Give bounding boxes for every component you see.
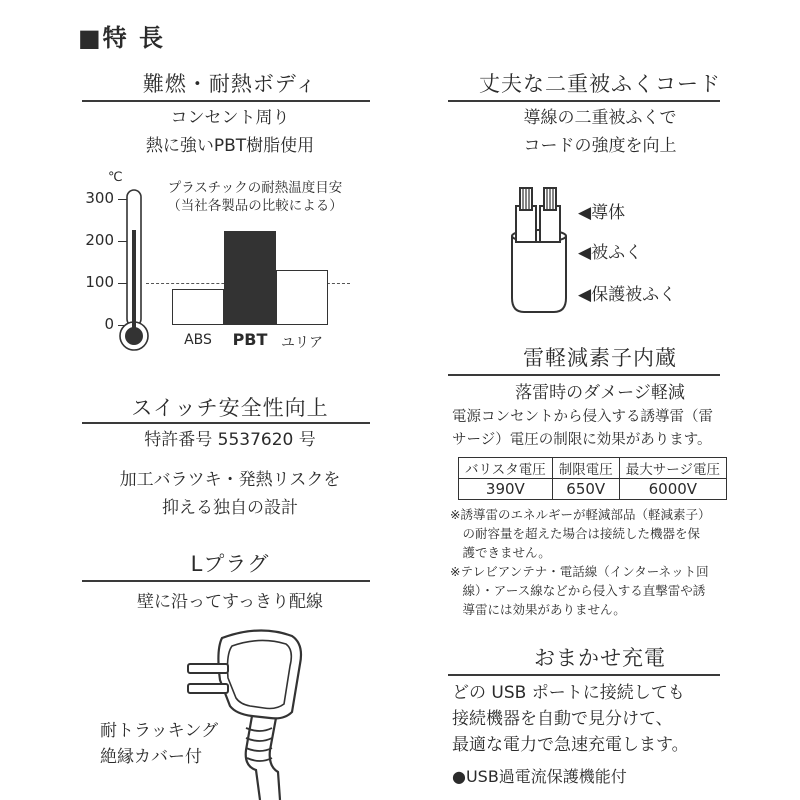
- table-cell: 650V: [552, 479, 619, 500]
- cord-label-conductor: ◀導体: [578, 203, 626, 223]
- surge-note-line: 護できません。: [450, 545, 551, 560]
- table-header-cell: バリスタ電圧: [459, 458, 553, 479]
- switch-line-2: 抑える独自の設計: [162, 498, 298, 518]
- table-row: [459, 479, 727, 500]
- surge-line-2: サージ）電圧の制限に効果があります。: [452, 432, 712, 448]
- usb-protection-feature: ●USB過電流保護機能付: [452, 767, 627, 786]
- surge-notes: [450, 505, 710, 619]
- cord-label-sheath: ◀保護被ふく: [578, 285, 677, 305]
- chart-category-label: ABS: [184, 332, 212, 348]
- charge-line-2: 接続機器を自動で見分けて、: [452, 709, 673, 729]
- chart-y-tick-label: 100: [85, 273, 114, 291]
- switch-divider: [82, 422, 370, 424]
- surge-description: [452, 406, 713, 452]
- table-header-row: [459, 458, 727, 479]
- charge-divider: [448, 674, 720, 676]
- surge-note-line: 導雷には効果がありません。: [450, 602, 626, 617]
- surge-line-1: 電源コンセントから侵入する誘導雷（雷: [452, 409, 713, 425]
- surge-note-line: ※テレビアンテナ・電話線（インターネット回: [450, 564, 709, 579]
- page-title: ■特 長: [78, 24, 166, 52]
- table-cell: 6000V: [619, 479, 726, 500]
- switch-line-1: 加工バラツキ・発熱リスクを: [119, 470, 341, 490]
- surge-note-line: の耐容量を超えた場合は接続した機器を保: [450, 526, 701, 541]
- chart-bar-pbt: [224, 231, 276, 326]
- charge-description: [452, 680, 689, 758]
- plug-heading: Lプラグ: [190, 552, 270, 576]
- cord-description: [440, 104, 760, 160]
- chart-bar-abs: [172, 289, 224, 325]
- surge-spec-table: [458, 457, 727, 500]
- chart-y-tick-label: 0: [104, 315, 114, 333]
- switch-heading: スイッチ安全性向上: [131, 396, 329, 420]
- surge-note-line: ※誘導雷のエネルギーが軽減部品（軽減素子）: [450, 507, 711, 522]
- chart-unit-label: ℃: [108, 170, 123, 185]
- cord-heading: 丈夫な二重被ふくコード: [479, 72, 721, 96]
- charge-heading: おまかせ充電: [534, 646, 666, 670]
- cord-divider: [448, 100, 720, 102]
- chart-bar-ユリア: [276, 270, 328, 325]
- surge-heading: 雷軽減素子内蔵: [523, 346, 677, 370]
- plug-subtitle: 壁に沿ってすっきり配線: [137, 592, 323, 612]
- chart-subtitle: （当社各製品の比較による）: [167, 198, 343, 214]
- flame-heading: 難燃・耐熱ボディ: [142, 72, 318, 96]
- surge-subheading: 落雷時のダメージ軽減: [515, 383, 685, 403]
- l-plug-icon: [180, 620, 320, 800]
- chart-y-tick-label: 300: [85, 189, 114, 207]
- patent-number: 特許番号 5537620 号: [144, 430, 316, 450]
- heat-chart: [0, 0, 400, 360]
- thermometer-icon: [116, 186, 156, 356]
- cord-label-insulation: ◀被ふく: [578, 243, 643, 263]
- double-cord-icon: [504, 180, 576, 320]
- chart-category-label: PBT: [232, 330, 268, 349]
- plug-cover-line-1: 耐トラッキング: [100, 721, 219, 741]
- plug-cover-line-2: 絶縁カバー付: [100, 747, 202, 767]
- surge-divider: [448, 374, 720, 376]
- table-cell: 390V: [459, 479, 553, 500]
- chart-category-label: ユリア: [281, 335, 323, 351]
- charge-line-3: 最適な電力で急速充電します。: [452, 735, 689, 755]
- cord-line-1: 導線の二重被ふくで: [523, 108, 677, 128]
- surge-note-line: 線）・アース線などから侵入する直撃雷や誘: [450, 583, 706, 598]
- plug-cover-label: [100, 718, 218, 770]
- plug-divider: [82, 580, 370, 582]
- switch-description: [80, 466, 380, 522]
- cord-line-2: コードの強度を向上: [523, 136, 677, 156]
- flame-line-2: 熱に強いPBT樹脂使用: [145, 136, 315, 156]
- charge-line-1: どの USB ポートに接続しても: [452, 683, 685, 703]
- table-header-cell: 最大サージ電圧: [619, 458, 726, 479]
- chart-title: プラスチックの耐熱温度目安: [167, 180, 343, 196]
- table-header-cell: 制限電圧: [552, 458, 619, 479]
- flame-line-1: コンセント周り: [170, 108, 290, 128]
- chart-y-tick-label: 200: [85, 231, 114, 249]
